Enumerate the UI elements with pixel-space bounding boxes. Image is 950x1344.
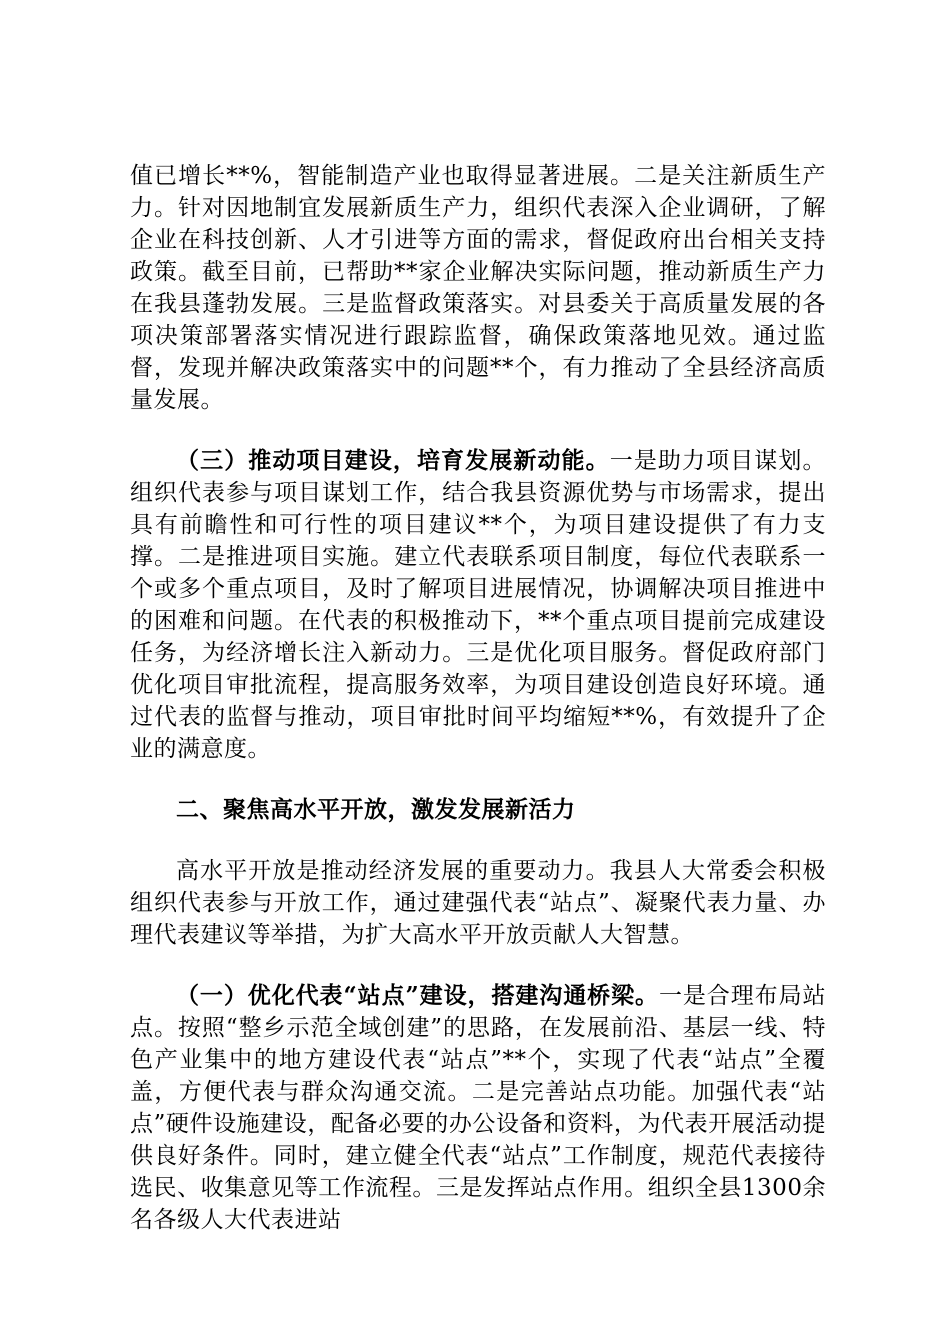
paragraph-text: 值已增长**%，智能制造产业也取得显著进展。二是关注新质生产力。针对因地制宜发展新质生产力，组织代表深入企业调研，了解企业在科技创新、人才引进等方面的需求，督促政府出台相关支持政策。截至目前，已帮助**家企业解决实际问题，推动新质生产力在我县蓬勃发展。三是监督政策落实。对县委关于高质量发展的各项决策部署落实情况进行跟踪监督，确保政策落地见效。通过监督，发现并解决政策落实中的问题**个，有力推动了全县经济高质量发展。: [130, 163, 826, 413]
paragraph-text: 一是助力项目谋划。组织代表参与项目谋划工作，结合我县资源优势与市场需求，提出具有前瞻性和可行性的项目建议**个，为项目建设提供了有力支撑。二是推进项目实施。建立代表联系项目制度，每位代表联系一个或多个重点项目，及时了解项目进展情况，协调解决项目推进中的困难和问题。在代表的积极推动下，**个重点项目提前完成建设任务，为经济增长注入新动力。三是优化项目服务。督促政府部门优化项目审批流程，提高服务效率，为项目建设创造良好环境。通过代表的监督与推动，项目审批时间平均缩短**%，有效提升了企业的满意度。: [130, 448, 827, 762]
document-body: [130, 160, 826, 1265]
paragraph-lead: （三）推动项目建设，培育发展新动能。: [176, 447, 610, 474]
paragraph-section-3: [130, 445, 826, 765]
paragraph-text: 一是合理布局站点。按照“整乡示范全域创建”的思路，在发展前沿、基层一线、特色产业集中的地方建设代表“站点”**个，实现了代表“站点”全覆盖，方便代表与群众沟通交流。二是完善站点功能。加强代表“站点”硬件设施建设，配备必要的办公设备和资料，为代表开展活动提供良好条件。同时，建立健全代表“站点”工作制度，规范代表接待选民、收集意见等工作流程。三是发挥站点作用。组织全县1300余名各级人大代表进站: [130, 983, 827, 1233]
paragraph-text: 高水平开放是推动经济发展的重要动力。我县人大常委会积极组织代表参与开放工作，通过建强代表“站点”、凝聚代表力量、办理代表建议等举措，为扩大高水平开放贡献人大智慧。: [130, 858, 826, 948]
paragraph-lead: （一）优化代表“站点”建设，搭建沟通桥梁。: [176, 982, 659, 1009]
paragraph-continuation: [130, 160, 826, 416]
paragraph-intro: [130, 855, 826, 951]
paragraph-section-1: [130, 980, 826, 1236]
section-heading: 二、聚焦高水平开放，激发发展新活力: [176, 796, 576, 823]
